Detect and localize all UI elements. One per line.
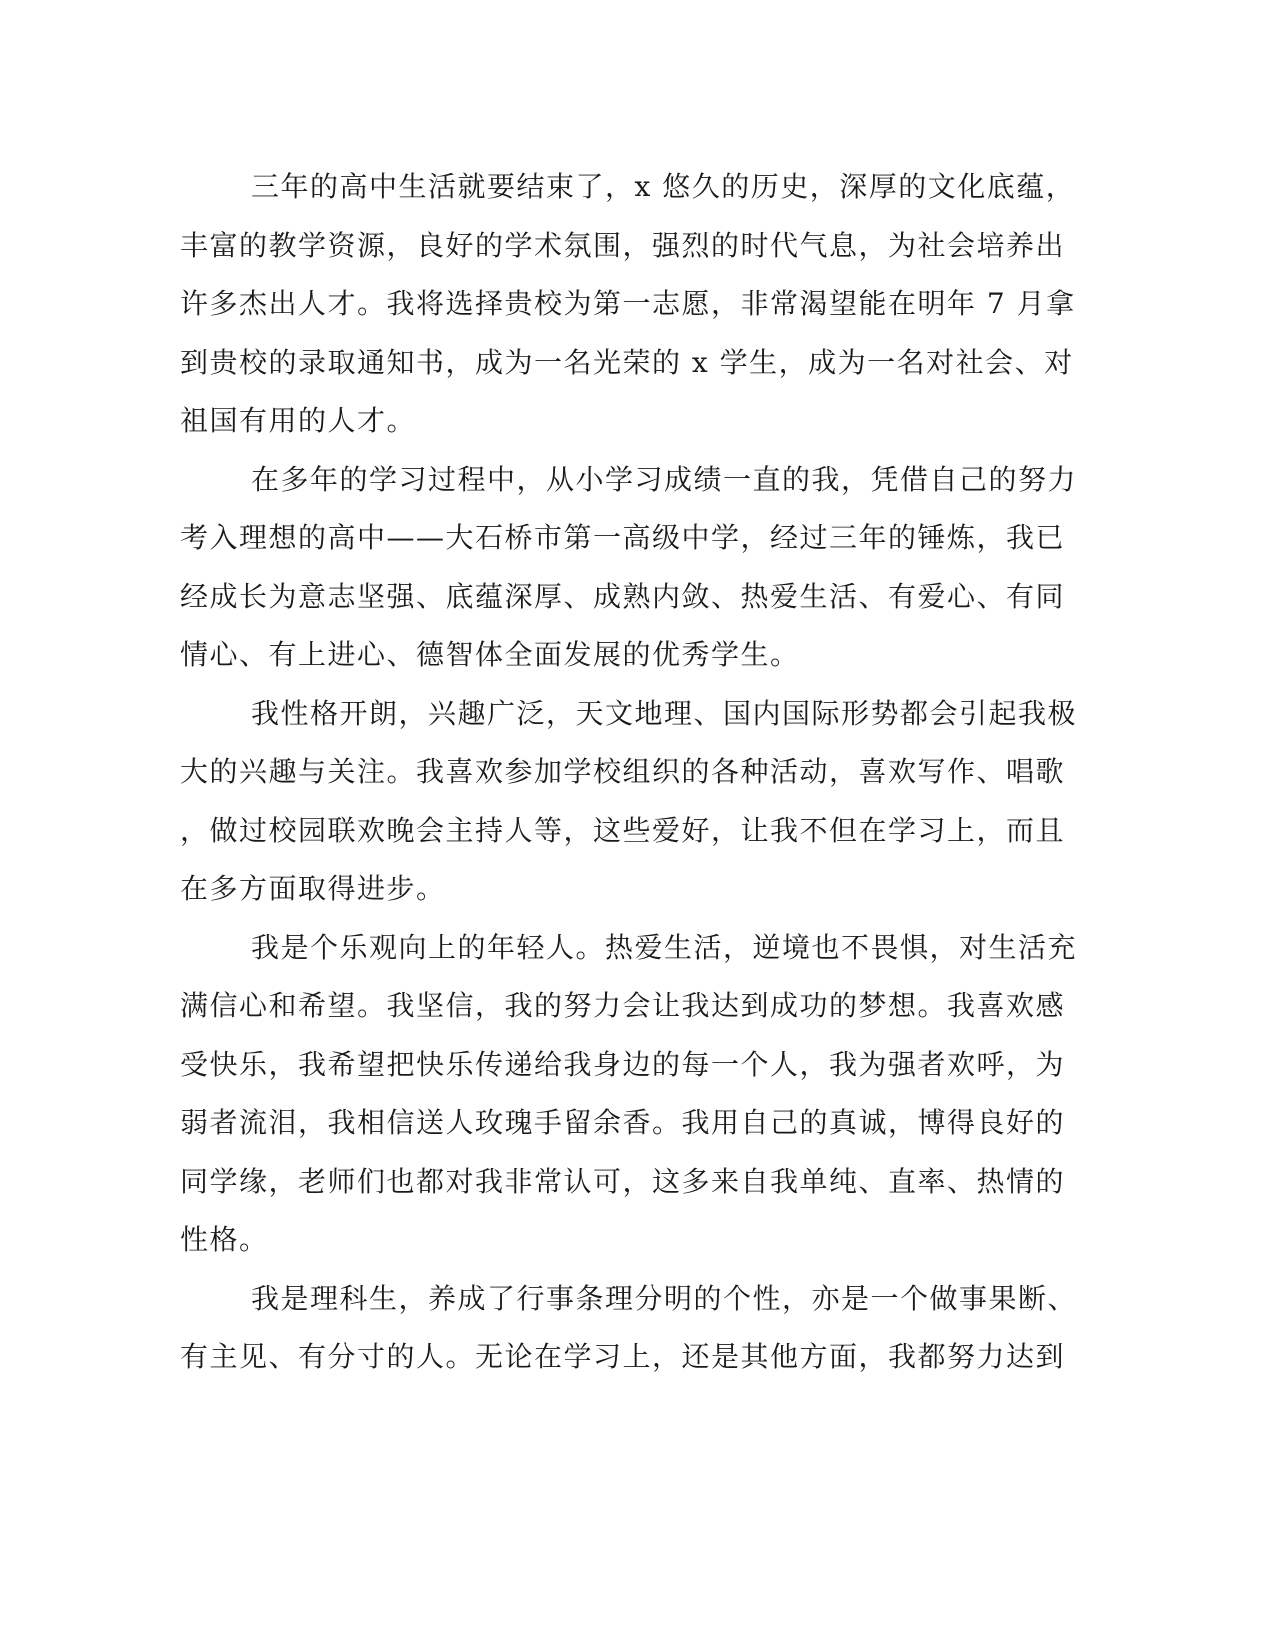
paragraph-line: 满信心和希望。我坚信，我的努力会让我达到成功的梦想。我喜欢感 — [180, 989, 1066, 1022]
paragraph-line: 有主见、有分寸的人。无论在学习上，还是其他方面，我都努力达到 — [180, 1340, 1066, 1373]
paragraph-line: 经成长为意志坚强、底蕴深厚、成熟内敛、热爱生活、有爱心、有同 — [180, 579, 1066, 613]
paragraph-1 — [180, 158, 1076, 451]
paragraph-line: 弱者流泪，我相信送人玫瑰手留余香。我用自己的真诚，博得良好的 — [180, 1106, 1066, 1139]
paragraph-line: 祖国有用的人才。 — [180, 404, 417, 437]
paragraph-line: 同学缘，老师们也都对我非常认可，这多来自我单纯、直率、热情的 — [180, 1164, 1066, 1198]
paragraph-line: 性格。 — [180, 1223, 269, 1256]
paragraph-line: 受快乐，我希望把快乐传递给我身边的每一个人，我为强者欢呼，为 — [180, 1047, 1066, 1081]
paragraph-4 — [180, 919, 1078, 1270]
paragraph-line: 我是个乐观向上的年轻人。热爱生活，逆境也不畏惧，对生活充 — [251, 930, 1078, 964]
paragraph-line: 考入理想的高中——大石桥市第一高级中学，经过三年的锤炼，我已 — [180, 521, 1066, 554]
document-body — [180, 158, 1078, 1387]
paragraph-line: 情心、有上进心、德智体全面发展的优秀学生。 — [180, 638, 800, 671]
paragraph-line: 丰富的教学资源，良好的学术氛围，强烈的时代气息，为社会培养出 — [180, 228, 1066, 262]
paragraph-line: 三年的高中生活就要结束了，x 悠久的历史，深厚的文化底蕴， — [251, 170, 1076, 203]
paragraph-line: ，做过校园联欢晚会主持人等，这些爱好，让我不但在学习上，而且 — [180, 813, 1066, 847]
paragraph-line: 到贵校的录取通知书，成为一名光荣的 x 学生，成为一名对社会、对 — [180, 345, 1074, 379]
paragraph-line: 我是理科生，养成了行事条理分明的个性，亦是一个做事果断、 — [251, 1281, 1078, 1315]
paragraph-line: 在多方面取得进步。 — [180, 872, 446, 905]
paragraph-line: 在多年的学习过程中，从小学习成绩一直的我，凭借自己的努力 — [251, 462, 1078, 496]
paragraph-line: 大的兴趣与关注。我喜欢参加学校组织的各种活动，喜欢写作、唱歌 — [180, 755, 1066, 788]
paragraph-5 — [180, 1270, 1078, 1387]
paragraph-2 — [180, 451, 1078, 685]
paragraph-line: 我性格开朗，兴趣广泛，天文地理、国内国际形势都会引起我极 — [251, 696, 1078, 730]
paragraph-3 — [180, 685, 1078, 919]
paragraph-line: 许多杰出人才。我将选择贵校为第一志愿，非常渴望能在明年 7 月拿 — [180, 287, 1076, 320]
